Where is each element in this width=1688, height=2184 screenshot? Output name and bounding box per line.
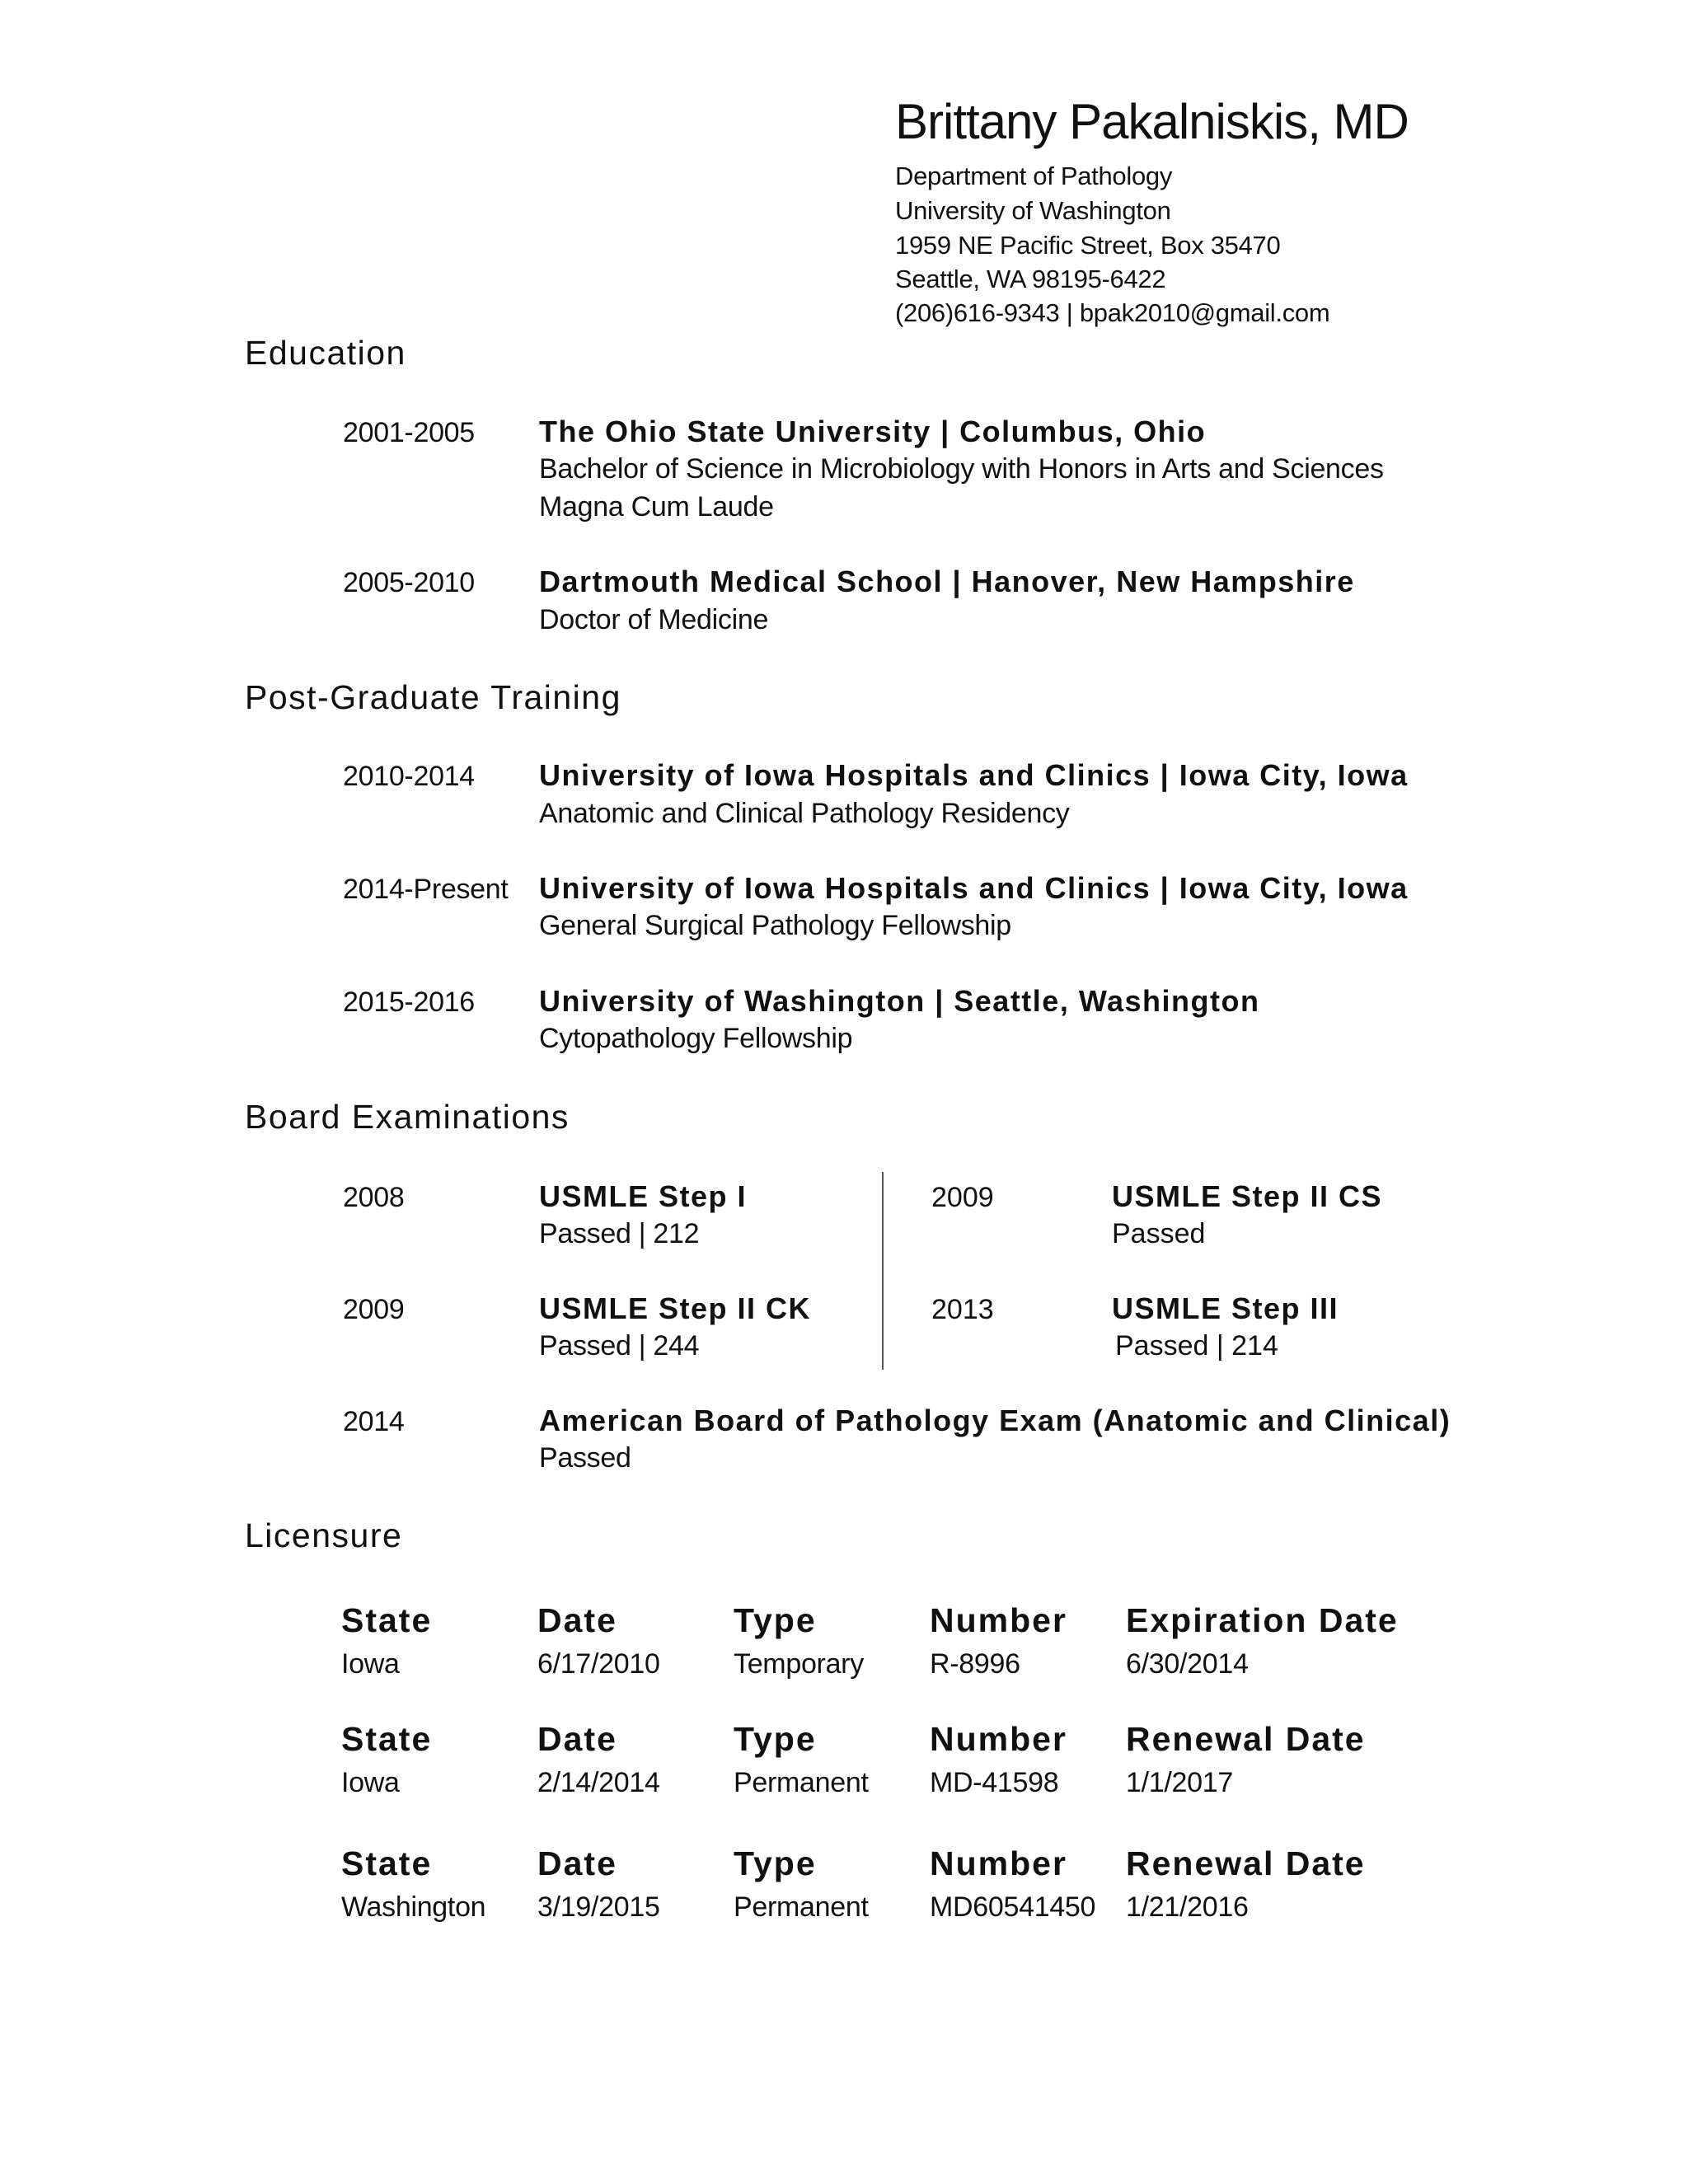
- exam-year: 2009: [931, 1182, 994, 1213]
- exam-title: USMLE Step III: [1112, 1291, 1339, 1325]
- entry-detail: Doctor of Medicine: [539, 604, 769, 635]
- entry-detail: Anatomic and Clinical Pathology Residency: [539, 798, 1070, 829]
- entry-years: 2014-Present: [343, 874, 509, 905]
- license-header: State: [341, 1720, 433, 1758]
- license-value: Washington: [341, 1891, 486, 1923]
- entry-title: Dartmouth Medical School | Hanover, New Hampshire: [539, 565, 1355, 598]
- license-header: Number: [930, 1601, 1067, 1639]
- license-header: Date: [537, 1720, 617, 1758]
- entry-title: University of Iowa Hospitals and Clinics | Iowa City, Iowa: [539, 758, 1409, 792]
- exam-year: 2013: [931, 1294, 994, 1325]
- exam-result: Passed | 214: [1115, 1330, 1278, 1361]
- exam-title: USMLE Step I: [539, 1179, 748, 1213]
- license-header: Renewal Date: [1126, 1844, 1366, 1882]
- license-header: Renewal Date: [1126, 1720, 1366, 1758]
- exam-year: 2008: [343, 1182, 405, 1213]
- entry-years: 2015-2016: [343, 987, 475, 1018]
- section-heading-boards: Board Examinations: [245, 1098, 570, 1136]
- exam-title: USMLE Step II CS: [1112, 1179, 1383, 1213]
- exam-result: Passed: [1112, 1218, 1206, 1249]
- exam-year: 2009: [343, 1294, 405, 1325]
- section-heading-licensure: Licensure: [245, 1516, 403, 1554]
- contact-institution: University of Washington: [895, 196, 1171, 225]
- license-header: Type: [734, 1601, 817, 1639]
- license-value: Iowa: [341, 1767, 400, 1798]
- license-value: MD60541450: [930, 1891, 1096, 1923]
- license-header: Number: [930, 1720, 1067, 1758]
- license-header: Date: [537, 1844, 617, 1882]
- license-header: Expiration Date: [1126, 1601, 1399, 1639]
- license-header: State: [341, 1844, 433, 1882]
- license-header: State: [341, 1601, 433, 1639]
- license-header: Date: [537, 1601, 617, 1639]
- license-value: 2/14/2014: [537, 1767, 660, 1798]
- entry-years: 2001-2005: [343, 417, 475, 448]
- entry-detail: Magna Cum Laude: [539, 491, 774, 523]
- cv-name: Brittany Pakalniskis, MD: [895, 94, 1409, 149]
- entry-years: 2010-2014: [343, 761, 475, 792]
- license-header: Number: [930, 1844, 1067, 1882]
- exam-result: Passed | 212: [539, 1218, 700, 1249]
- contact-street: 1959 NE Pacific Street, Box 35470: [895, 231, 1281, 260]
- entry-title: University of Iowa Hospitals and Clinics | Iowa City, Iowa: [539, 871, 1409, 905]
- exam-result: Passed | 244: [539, 1330, 700, 1361]
- license-header: Type: [734, 1844, 817, 1882]
- license-value: 6/30/2014: [1126, 1648, 1249, 1680]
- license-value: 3/19/2015: [537, 1891, 660, 1923]
- license-value: R-8996: [930, 1648, 1020, 1680]
- license-value: 6/17/2010: [537, 1648, 660, 1680]
- exam-year: 2014: [343, 1406, 405, 1437]
- entry-detail: Bachelor of Science in Microbiology with Honors in Arts and Sciences: [539, 453, 1384, 485]
- license-value: MD-41598: [930, 1767, 1059, 1798]
- column-divider: [882, 1172, 884, 1370]
- exam-result: Passed: [539, 1442, 631, 1474]
- exam-title: USMLE Step II CK: [539, 1291, 812, 1325]
- license-value: 1/1/2017: [1126, 1767, 1233, 1798]
- contact-city: Seattle, WA 98195-6422: [895, 265, 1166, 293]
- entry-title: University of Washington | Seattle, Washington: [539, 984, 1260, 1018]
- section-heading-training: Post-Graduate Training: [245, 678, 621, 716]
- section-heading-education: Education: [245, 334, 406, 372]
- entry-detail: General Surgical Pathology Fellowship: [539, 910, 1011, 941]
- contact-department: Department of Pathology: [895, 162, 1173, 190]
- license-value: 1/21/2016: [1126, 1891, 1249, 1923]
- license-header: Type: [734, 1720, 817, 1758]
- license-value: Permanent: [734, 1891, 869, 1923]
- entry-title: The Ohio State University | Columbus, Ohio: [539, 415, 1207, 448]
- exam-title: American Board of Pathology Exam (Anatomic and Clinical): [539, 1404, 1451, 1437]
- entry-years: 2005-2010: [343, 567, 475, 598]
- entry-detail: Cytopathology Fellowship: [539, 1023, 853, 1054]
- contact-phone-email: (206)616-9343 | bpak2010@gmail.com: [895, 298, 1330, 327]
- license-value: Permanent: [734, 1767, 869, 1798]
- license-value: Iowa: [341, 1648, 400, 1680]
- license-value: Temporary: [734, 1648, 864, 1680]
